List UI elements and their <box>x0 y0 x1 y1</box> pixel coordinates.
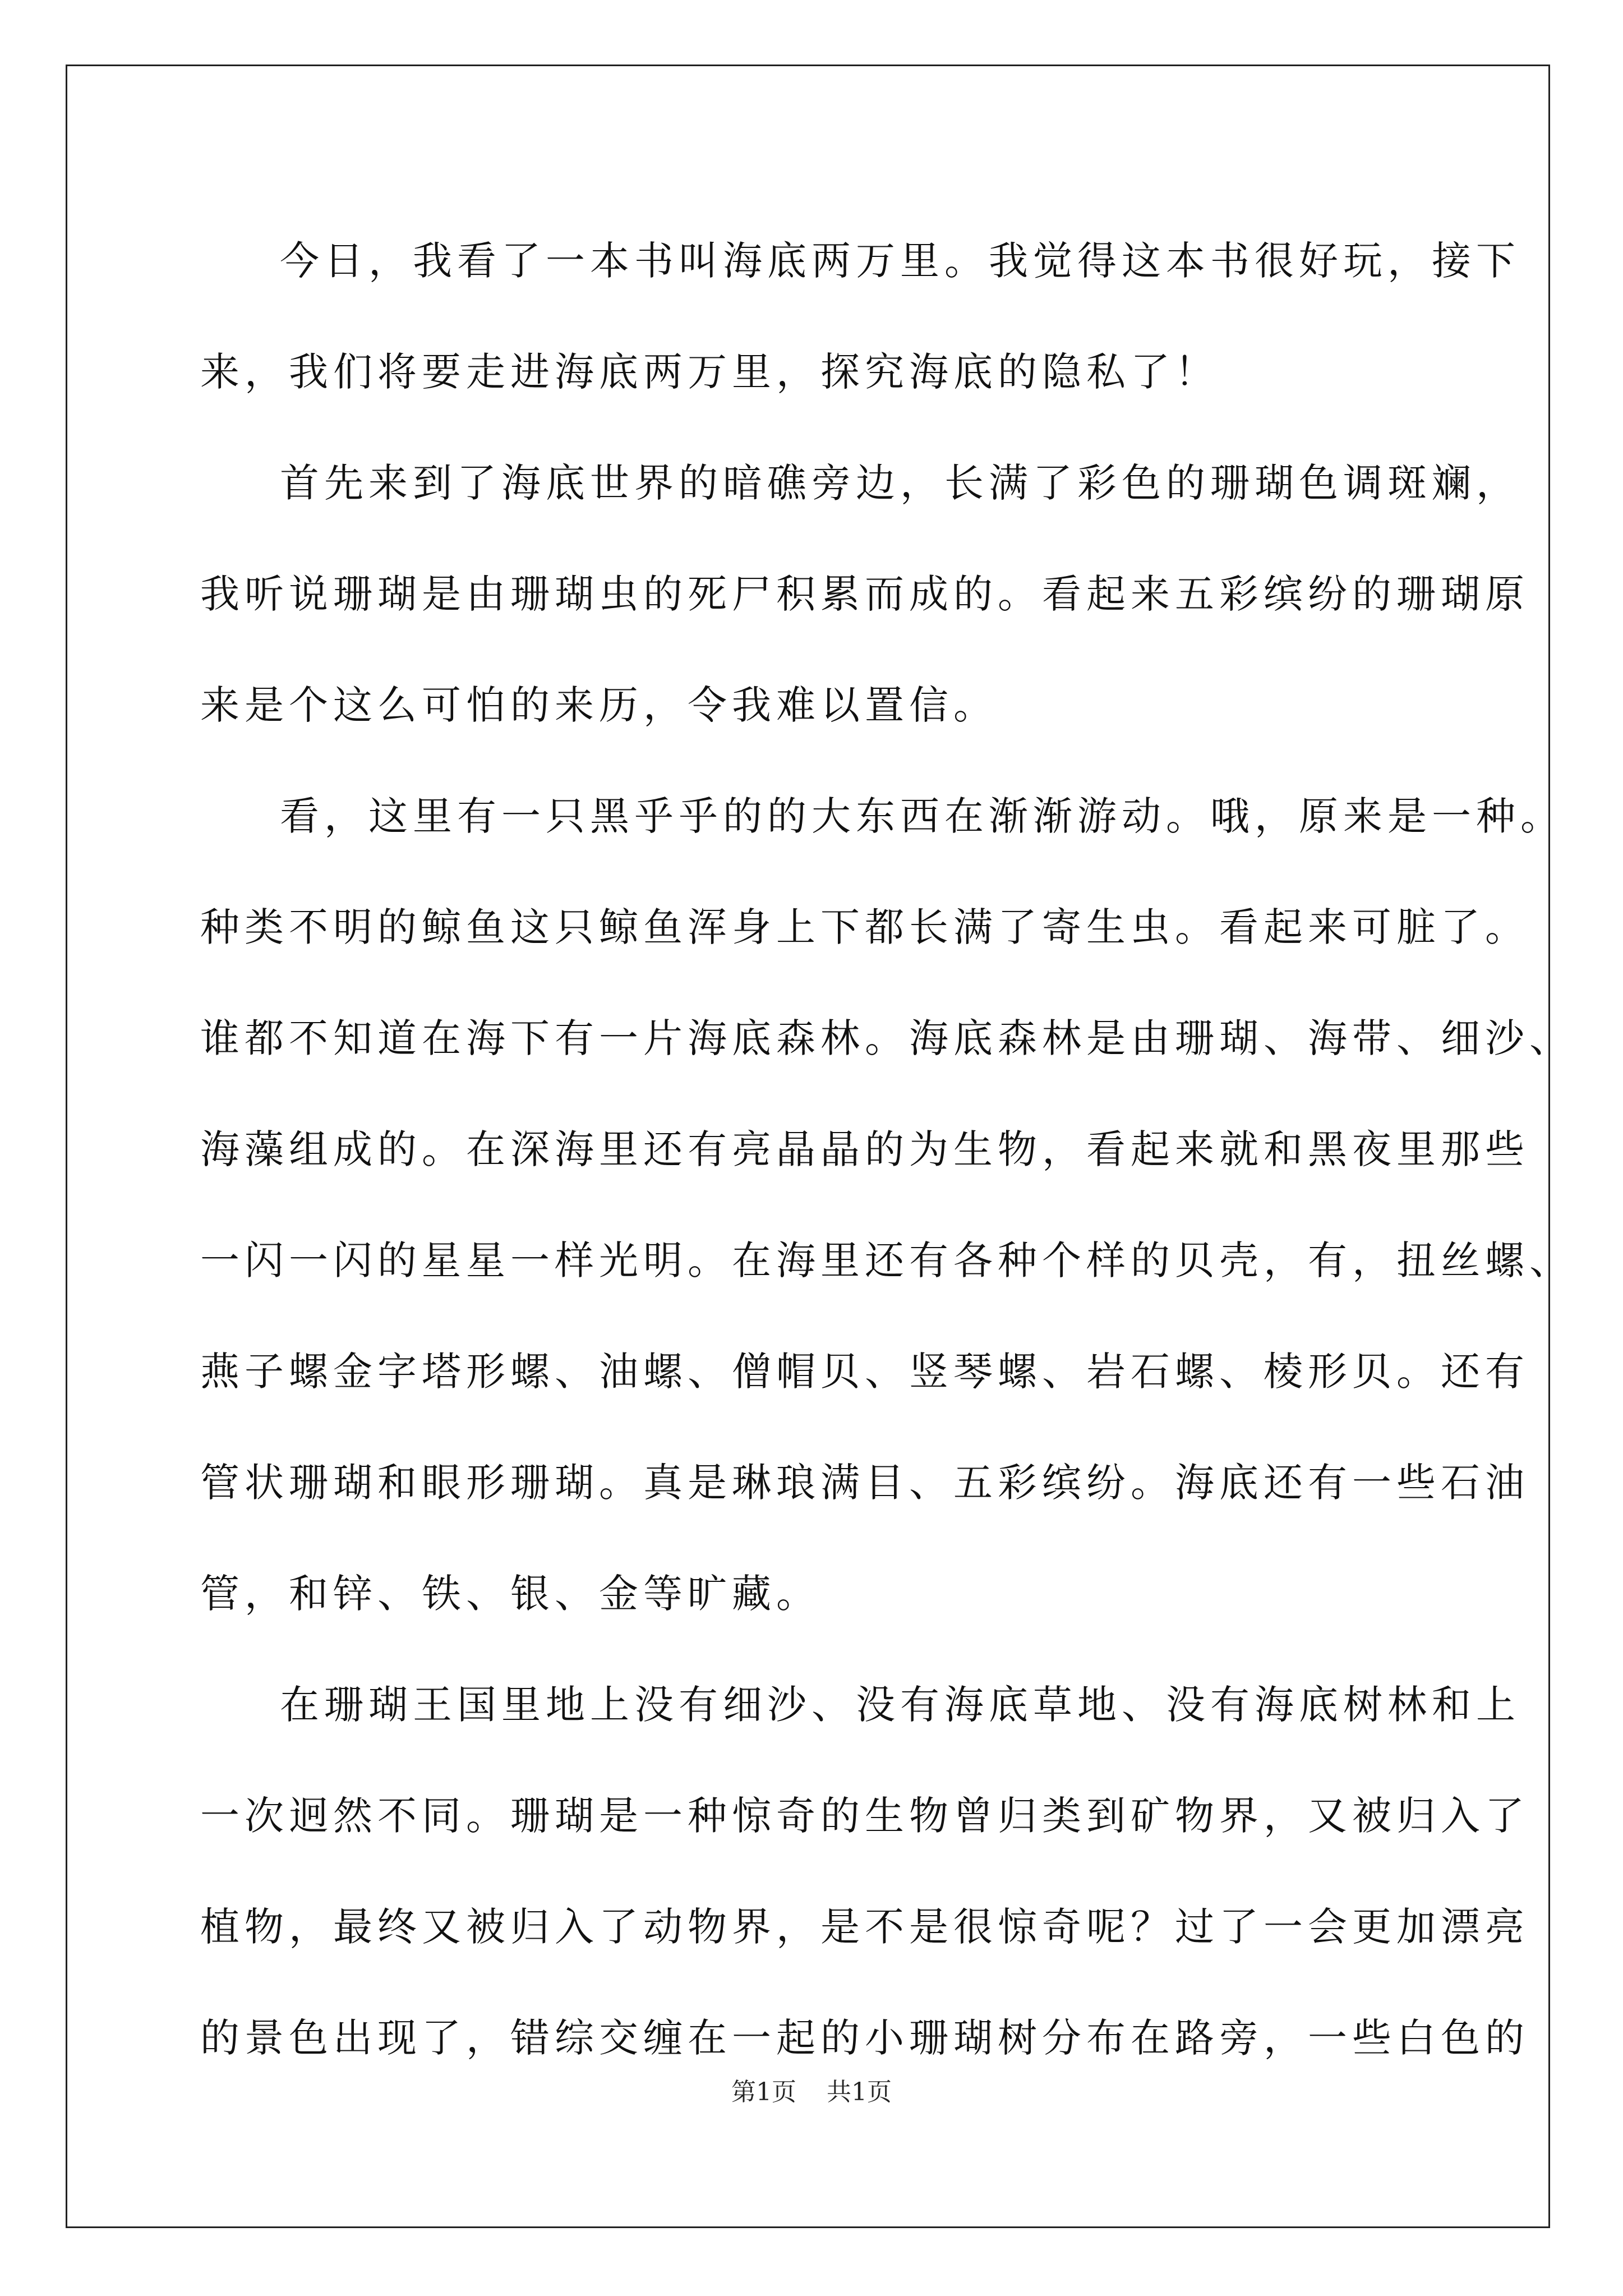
text-line: 首先来到了海底世界的暗礁旁边，长满了彩色的珊瑚色调斑斓， <box>280 460 1520 506</box>
text-line: 我听说珊瑚是由珊瑚虫的死尸积累而成的。看起来五彩缤纷的珊瑚原 <box>200 571 1529 617</box>
text-line: 燕子螺金字塔形螺、油螺、僧帽贝、竖琴螺、岩石螺、棱形贝。还有 <box>200 1349 1529 1395</box>
text-line: 的景色出现了，错综交缠在一起的小珊瑚树分布在路旁，一些白色的 <box>200 2015 1529 2061</box>
text-line: 看，这里有一只黑乎乎的的大东西在渐渐游动。哦，原来是一种。 <box>280 793 1565 839</box>
text-line: 谁都不知道在海下有一片海底森林。海底森林是由珊瑚、海带、细沙、 <box>200 1015 1574 1061</box>
page-footer <box>0 2076 1623 2109</box>
text-line: 植物，最终又被归入了动物界，是不是很惊奇呢？过了一会更加漂亮 <box>200 1904 1529 1950</box>
text-line: 一闪一闪的星星一样光明。在海里还有各种个样的贝壳，有，扭丝螺、 <box>200 1237 1574 1283</box>
text-line: 管，和锌、铁、银、金等旷藏。 <box>200 1571 820 1617</box>
text-line: 种类不明的鲸鱼这只鲸鱼浑身上下都长满了寄生虫。看起来可脏了。 <box>200 904 1529 950</box>
page-number: 第1页 <box>731 2078 796 2106</box>
text-line: 管状珊瑚和眼形珊瑚。真是琳琅满目、五彩缤纷。海底还有一些石油 <box>200 1460 1529 1506</box>
text-line: 来是个这么可怕的来历，令我难以置信。 <box>200 682 998 728</box>
document-body <box>200 205 1574 2093</box>
text-line: 今日，我看了一本书叫海底两万里。我觉得这本书很好玩，接下 <box>280 238 1520 284</box>
text-line: 在珊瑚王国里地上没有细沙、没有海底草地、没有海底树林和上 <box>280 1682 1520 1728</box>
text-line: 海藻组成的。在深海里还有亮晶晶的为生物，看起来就和黑夜里那些 <box>200 1126 1529 1172</box>
text-line: 来，我们将要走进海底两万里，探究海底的隐私了！ <box>200 349 1219 395</box>
page-total: 共1页 <box>827 2078 892 2106</box>
text-line: 一次迥然不同。珊瑚是一种惊奇的生物曾归类到矿物界，又被归入了 <box>200 1793 1529 1839</box>
